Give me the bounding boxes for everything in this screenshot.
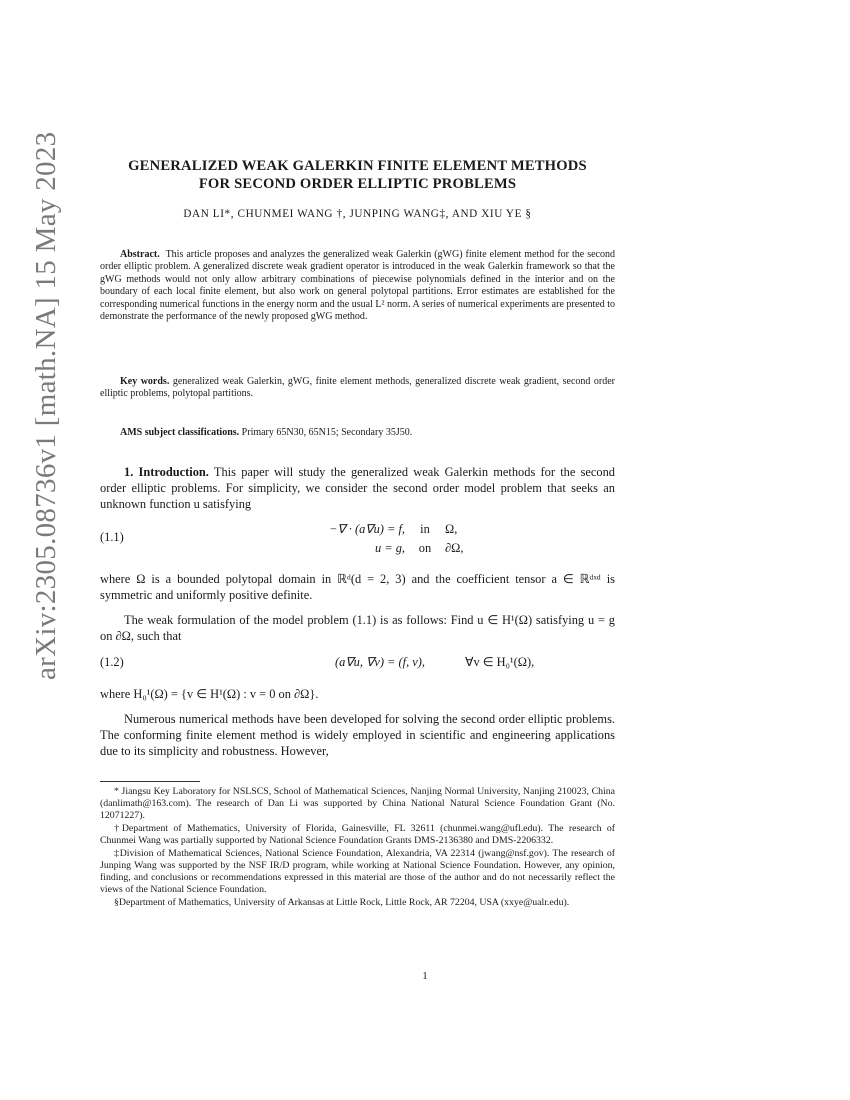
equation-number: (1.1) — [100, 530, 124, 544]
equation-1-1-line-2-mid: on — [418, 541, 432, 555]
intro-paragraph-1: This paper will study the generalized weak Galerkin methods for the second order elliptic problems. For simplicity, we consider the second order model problem that seeks an unknown function u satisfying — [100, 465, 615, 511]
introduction-section — [100, 464, 615, 759]
keywords-label: Key words. — [120, 376, 170, 387]
ams-label: AMS subject classifications. — [120, 427, 240, 438]
ams-text: Primary 65N30, 65N15; Secondary 35J50. — [241, 427, 413, 438]
keywords — [100, 376, 615, 401]
footnotes — [100, 786, 615, 910]
footnote-affiliation-4: §Department of Mathematics, University of Arkansas at Little Rock, Little Rock, AR 72204, USA (xxye@ualr.edu). — [114, 897, 570, 908]
title-line-1: GENERALIZED WEAK GALERKIN FINITE ELEMENT METHODS — [128, 158, 587, 174]
equation-1-2-lhs: (a∇u, ∇v) = (f, v), — [335, 655, 425, 669]
abstract — [100, 249, 615, 323]
footnote-divider — [100, 781, 200, 782]
equation-number: (1.2) — [100, 655, 124, 669]
equation-1-2-rhs: ∀v ∈ H₀¹(Ω), — [465, 655, 535, 669]
intro-paragraph-5: Numerous numerical methods have been developed for solving the second order elliptic problems. The conforming finite element method is widely employed in scientific and engineering applications due to its simplicity and robustness. However, — [100, 712, 615, 758]
equation-1-1 — [100, 521, 615, 561]
section-heading-introduction: 1. Introduction. — [124, 465, 209, 479]
paper-title — [100, 157, 615, 193]
equation-1-2 — [100, 654, 615, 678]
equation-1-1-line-1-lhs: −∇ · (a∇u) = f, — [329, 522, 405, 536]
footnote-affiliation-2: †Department of Mathematics, University of Florida, Gainesville, FL 32611 (chunmei.wang@ufl.edu). The research of Chunmei Wang was partially supported by National Science Foundation Grants DMS-2136380 and DMS-2206332. — [100, 823, 615, 846]
keywords-text: generalized weak Galerkin, gWG, finite element methods, generalized discrete weak gradient, second order elliptic problems, polytopal partitions. — [100, 376, 615, 400]
intro-paragraph-2: where Ω is a bounded polytopal domain in ℝᵈ(d = 2, 3) and the coefficient tensor a ∈ ℝᵈˣᵈ is symmetric and uniformly positive definite. — [100, 572, 615, 602]
title-line-2: FOR SECOND ORDER ELLIPTIC PROBLEMS — [198, 176, 517, 192]
arxiv-identifier-stamp: arXiv:2305.08736v1 [math.NA] 15 May 2023 — [30, 131, 62, 680]
intro-paragraph-3: The weak formulation of the model problem (1.1) is as follows: Find u ∈ H¹(Ω) satisfying u = g on ∂Ω, such that — [100, 613, 615, 643]
ams-classifications — [100, 427, 615, 439]
intro-paragraph-4: where H₀¹(Ω) = {v ∈ H¹(Ω) : v = 0 on ∂Ω}. — [100, 687, 319, 701]
equation-1-1-line-2-rhs: ∂Ω, — [445, 541, 464, 555]
equation-1-1-line-1-mid: in — [420, 522, 430, 536]
equation-1-1-line-1-rhs: Ω, — [445, 522, 458, 536]
author-list: DAN LI*, CHUNMEI WANG †, JUNPING WANG‡, AND XIU YE § — [183, 208, 532, 220]
footnote-affiliation-1: * Jiangsu Key Laboratory for NSLSCS, School of Mathematical Sciences, Nanjing Normal University, Nanjing 210023, China (danlimath@163.com). The research of Dan Li was supported by China National Natural Science Foundation Grant (No. 12071227). — [100, 786, 615, 821]
abstract-text: This article proposes and analyzes the generalized weak Galerkin (gWG) finite element method for the second order elliptic problem. A generalized discrete weak gradient operator is introduced in the weak Galerkin framework so that the gWG methods would not only allow arbitrary combinations of piecewise polynomials defined in the interior and on the boundary of each local finite element, but also work on general polytopal partitions. Error estimates are established for the corresponding numerical functions in the energy norm and the usual L² norm. A series of numerical experiments are presented to demonstrate the performance of the newly proposed gWG method. — [100, 249, 615, 323]
equation-1-1-line-2-lhs: u = g, — [374, 541, 405, 555]
page-number: 1 — [422, 970, 428, 982]
footnote-affiliation-3: ‡Division of Mathematical Sciences, National Science Foundation, Alexandria, VA 22314 (jwang@nsf.gov). The research of Junping Wang was supported by the NSF IR/D program, while working at National Science Foundation. However, any opinion, finding, and conclusions or recommendations expressed in this material are those of the author and do not necessarily reflect the views of the National Science Foundation. — [100, 848, 615, 895]
abstract-label: Abstract. — [120, 249, 160, 260]
